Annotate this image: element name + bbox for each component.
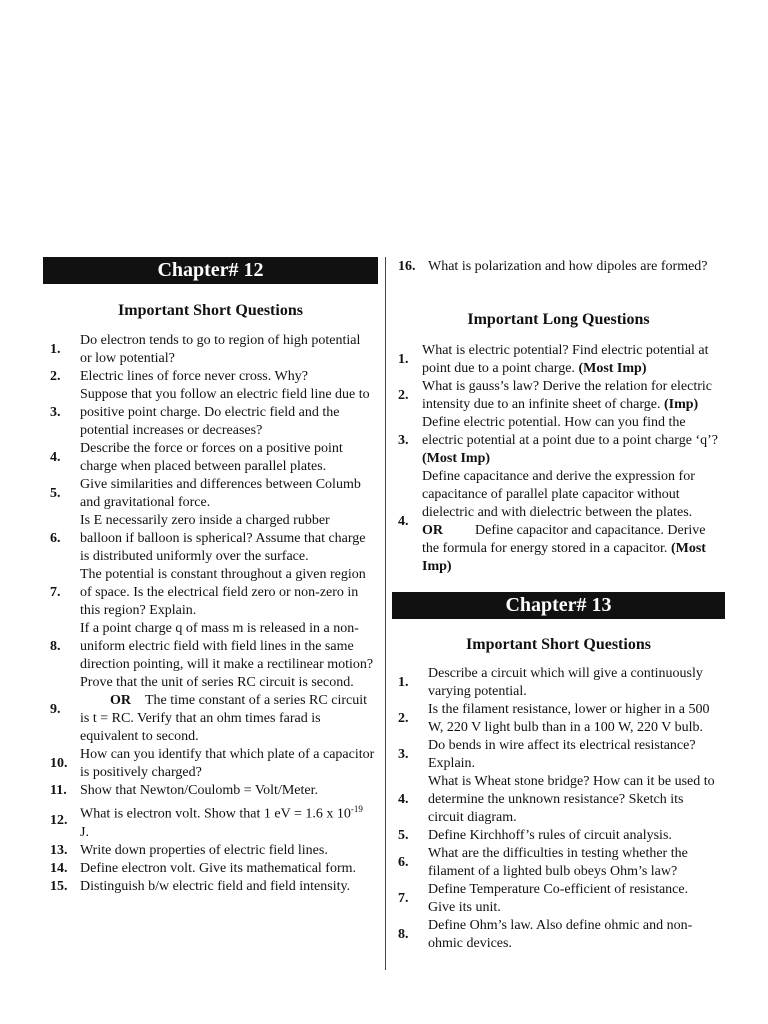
list-item [50, 368, 375, 386]
question-number: 15. [50, 878, 68, 894]
question-text: Show that Newton/Coulomb = Volt/Meter. [80, 783, 318, 798]
exponent: -19 [350, 804, 363, 814]
question-text: Define electron volt. Give its mathematical form. [80, 860, 357, 876]
question-text-part: Prove that the unit of series RC circuit is second. [80, 675, 354, 690]
question-text-part: The time constant of a series RC circuit is t = RC. Verify that an ohm times farad is equivalent to second. [80, 693, 367, 744]
list-item [50, 440, 375, 476]
question-text: Suppose that you follow an electric field line due to positive point charge. Do electric field and the potential increases or decreases? [80, 387, 370, 438]
list-item [398, 917, 718, 953]
question-number: 8. [398, 927, 409, 942]
list-item [50, 746, 375, 782]
list-item [398, 468, 720, 576]
question-text [422, 414, 720, 468]
question-number: 2. [398, 388, 409, 403]
question-text: What are the difficulties in testing whether the filament of a lighted bulb obeys Ohm’s law? [428, 846, 688, 879]
question-number: 2. [398, 711, 409, 726]
question-text: Give similarities and differences between Columb and gravitational force. [80, 477, 361, 510]
list-item [50, 860, 375, 878]
question-text [422, 378, 720, 414]
importance-tag: (Most Imp) [578, 361, 647, 376]
question-text: Describe a circuit which will give a continuously varying potential. [428, 666, 703, 699]
question-number: 12. [50, 812, 68, 828]
question-text-part: Define capacitor and capacitance. Derive the formula for energy stored in a capacitor. [422, 523, 706, 556]
question-text: What is Wheat stone bridge? How can it be used to determine the unknown resistance? Sketch its circuit diagram. [428, 774, 715, 825]
question-text: Electric lines of force never cross. Why? [80, 369, 308, 384]
importance-tag: (Most Imp) [422, 541, 706, 574]
chapter-13-title: Chapter# 13 [505, 594, 612, 616]
list-item [50, 512, 375, 566]
question-text: Do electron tends to go to region of high potential or low potential? [80, 333, 361, 366]
list-item [398, 737, 718, 773]
question-text: Is the filament resistance, lower or higher in a 500 W, 220 V light bulb than in a 100 W, 220 V bulb. [428, 702, 710, 735]
ch12-short-question-list [50, 332, 375, 896]
question-number: 8. [50, 639, 61, 654]
question-number: 6. [398, 855, 409, 870]
question-number: 3. [398, 747, 409, 762]
importance-tag: (Most Imp) [422, 451, 491, 466]
question-text: The potential is constant throughout a given region of space. Is the electrical field zero or non-zero in this region? Explain. [80, 567, 366, 618]
question-number: 5. [398, 828, 409, 843]
question-number: 14. [50, 860, 68, 876]
question-number: 4. [398, 514, 409, 529]
question-number: 4. [50, 450, 61, 465]
question-text: Define Ohm’s law. Also define ohmic and non-ohmic devices. [428, 918, 693, 951]
question-number: 1. [50, 342, 61, 357]
question-text: How can you identify that which plate of a capacitor is positively charged? [80, 747, 375, 780]
question-number: 3. [50, 405, 61, 420]
question-text: Write down properties of electric field lines. [80, 842, 328, 858]
question-number: 7. [50, 585, 61, 600]
column-divider [385, 257, 386, 970]
question-number: 10. [50, 756, 68, 771]
question-text [422, 342, 720, 378]
question-text: Describe the force or forces on a positive point charge when placed between parallel plates. [80, 441, 343, 474]
list-item [50, 842, 375, 860]
question-number: 4. [398, 792, 409, 807]
list-item [398, 845, 718, 881]
question-number: 6. [50, 531, 61, 546]
list-item [50, 782, 375, 800]
list-item [50, 332, 375, 368]
or-label: OR [422, 523, 443, 538]
question-number: 5. [50, 486, 61, 501]
list-item [398, 414, 720, 468]
question-text: Is E necessarily zero inside a charged rubber balloon if balloon is spherical? Assume that charge is distributed uniformly over the surface. [80, 513, 366, 564]
or-label: OR [110, 693, 131, 708]
question-text: Distinguish b/w electric field and field intensity. [80, 878, 351, 894]
ch12-long-questions-title: Important Long Questions [467, 311, 650, 328]
list-item [50, 566, 375, 620]
list-item [50, 620, 375, 674]
chapter-13-heading [392, 592, 725, 619]
question-text-part: J. [80, 824, 89, 840]
importance-tag: (Imp) [663, 397, 699, 412]
question-text [80, 800, 375, 842]
ch13-short-question-list [398, 665, 718, 953]
question-text: What is polarization and how dipoles are formed? [428, 259, 708, 274]
question-text-part: Define capacitance and derive the expression for capacitance of parallel plate capacitor without dielectric and with dielectric between the plates. [422, 469, 695, 520]
question-text-part: What is gauss’s law? Derive the relation for electric intensity due to an infinite sheet of charge. [422, 379, 712, 412]
question-number: 13. [50, 842, 68, 858]
list-item [398, 258, 718, 276]
ch13-short-questions-title: Important Short Questions [466, 636, 651, 653]
question-text: Do bends in wire affect its electrical resistance? Explain. [428, 738, 696, 771]
question-text-part: Define electric potential. How can you find the electric potential at a point due to a point charge ‘q’? [422, 415, 718, 448]
question-number: 11. [50, 783, 67, 798]
list-item [50, 878, 375, 896]
list-item [398, 701, 718, 737]
ch12-long-question-list [398, 342, 720, 576]
question-text-part: What is electron volt. Show that 1 eV = 1.6 x 10 [80, 806, 351, 822]
list-item [50, 476, 375, 512]
question-number: 9. [50, 702, 61, 717]
question-number: 1. [398, 675, 409, 690]
list-item [398, 881, 718, 917]
list-item [50, 674, 375, 746]
list-item [398, 342, 720, 378]
chapter-12-title: Chapter# 12 [157, 259, 264, 281]
question-text [80, 674, 375, 746]
chapter-12-heading [43, 257, 378, 284]
question-number: 2. [50, 369, 61, 384]
list-item [398, 773, 718, 827]
question-number: 7. [398, 891, 409, 906]
list-item [398, 827, 718, 845]
question-number: 3. [398, 433, 409, 448]
ch12-question-16 [398, 258, 718, 276]
question-text: Define Temperature Co-efficient of resistance. Give its unit. [428, 882, 689, 915]
list-item [50, 800, 375, 842]
question-number: 16. [398, 259, 416, 274]
question-text: Define Kirchhoff’s rules of circuit analysis. [428, 828, 672, 843]
list-item [50, 386, 375, 440]
question-text: If a point charge q of mass m is released in a non-uniform electric field with field lines in the same direction pointing, will it make a rectilinear motion? [80, 621, 374, 672]
list-item [398, 665, 718, 701]
question-text [422, 468, 720, 576]
ch12-short-questions-title: Important Short Questions [118, 302, 303, 319]
question-number: 1. [398, 352, 409, 367]
list-item [398, 378, 720, 414]
question-text-part: What is electric potential? Find electric potential at point due to a point charge. [422, 343, 709, 376]
